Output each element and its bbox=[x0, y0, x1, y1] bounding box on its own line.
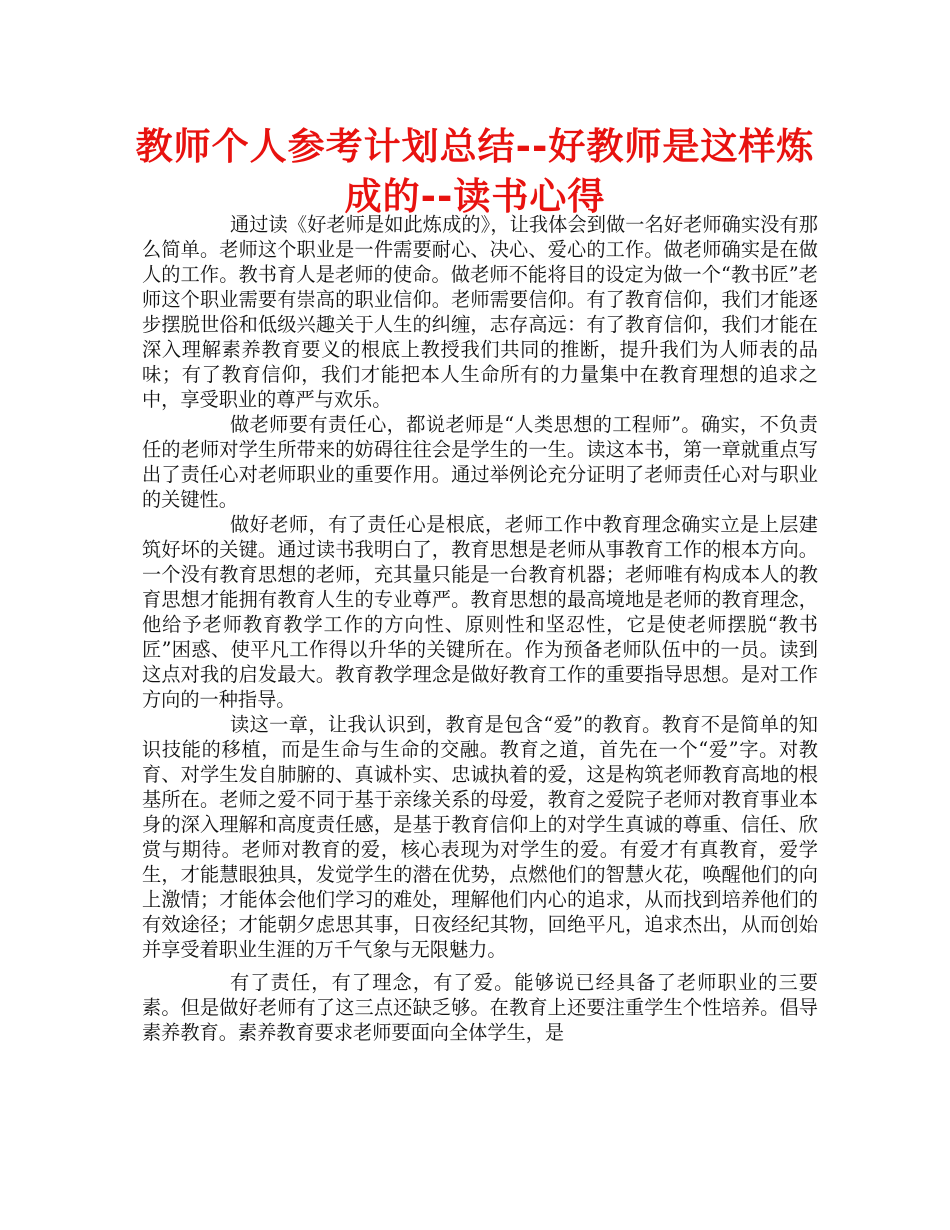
paragraph-1: 通过读《好老师是如此炼成的》，让我体会到做一名好老师确实没有那么简单。老师这个职业是一件需要耐心、决心、爱心的工作。做老师确实是在做人的工作。教书育人是老师的使命。做老师不能将目的设定为做一个“教书匠”老师这个职业需要有崇高的职业信仰。老师需要信仰。有了教育信仰，我们才能逐步摆脱世俗和低级兴趣关于人生的纠缠，志存高远：有了教育信仰，我们才能在深入理解素养教育要义的根底上教授我们共同的推断，提升我们为人师表的品味；有了教育信仰，我们才能把本人生命所有的力量集中在教育理想的追求之中，享受职业的尊严与欢乐。 bbox=[142, 213, 818, 411]
paragraph-3: 做好老师，有了责任心是根底，老师工作中教育理念确实立是上层建筑好坏的关键。通过读书我明白了，教育思想是老师从事教育工作的根本方向。一个没有教育思想的老师，充其量只能是一台教育机器；老师唯有构成本人的教育思想才能拥有教育人生的专业尊严。教育思想的最高境地是老师的教育理念，他给予老师教育教学工作的方向性、原则性和坚忍性，它是使老师摆脱“教书匠”困惑、使平凡工作得以升华的关键所在。作为预备老师队伍中的一员。读到这点对我的启发最大。教育教学理念是做好教育工作的重要指导思想。是对工作方向的一种指导。 bbox=[142, 513, 818, 711]
document-title: 教师个人参考计划总结--好教师是这样炼成的--读书心得 bbox=[135, 125, 815, 218]
paragraph-2: 做老师要有责任心，都说老师是“人类思想的工程师”。确实，不负责任的老师对学生所带来的妨碍往往会是学生的一生。读这本书，第一章就重点写出了责任心对老师职业的重要作用。通过举例论充分证明了老师责任心对与职业的关键性。 bbox=[142, 413, 818, 511]
document-body bbox=[142, 212, 818, 1045]
paragraph-4: 读这一章，让我认识到，教育是包含“爱”的教育。教育不是简单的知识技能的移植，而是生命与生命的交融。教育之道，首先在一个“爱”字。对教育、对学生发自肺腑的、真诚朴实、忠诚执着的爱，这是构筑老师教育高地的根基所在。老师之爱不同于基于亲缘关系的母爱，教育之爱院子老师对教育事业本身的深入理解和高度责任感，是基于教育信仰上的对学生真诚的尊重、信任、欣赏与期待。老师对教育的爱，核心表现为对学生的爱。有爱才有真教育，爱学生，才能慧眼独具，发觉学生的潜在优势，点燃他们的智慧火花，唤醒他们的向上激情；才能体会他们学习的难处，理解他们内心的追求，从而找到培养他们的有效途径；才能朝夕虑思其事，日夜经纪其物，回绝平凡，追求杰出，从而创始并享受着职业生涯的万千气象与无限魅力。 bbox=[142, 713, 818, 961]
paragraph-5: 有了责任，有了理念，有了爱。能够说已经具备了老师职业的三要素。但是做好老师有了这三点还缺乏够。在教育上还要注重学生个性培养。倡导素养教育。素养教育要求老师要面向全体学生，是 bbox=[142, 971, 818, 1044]
